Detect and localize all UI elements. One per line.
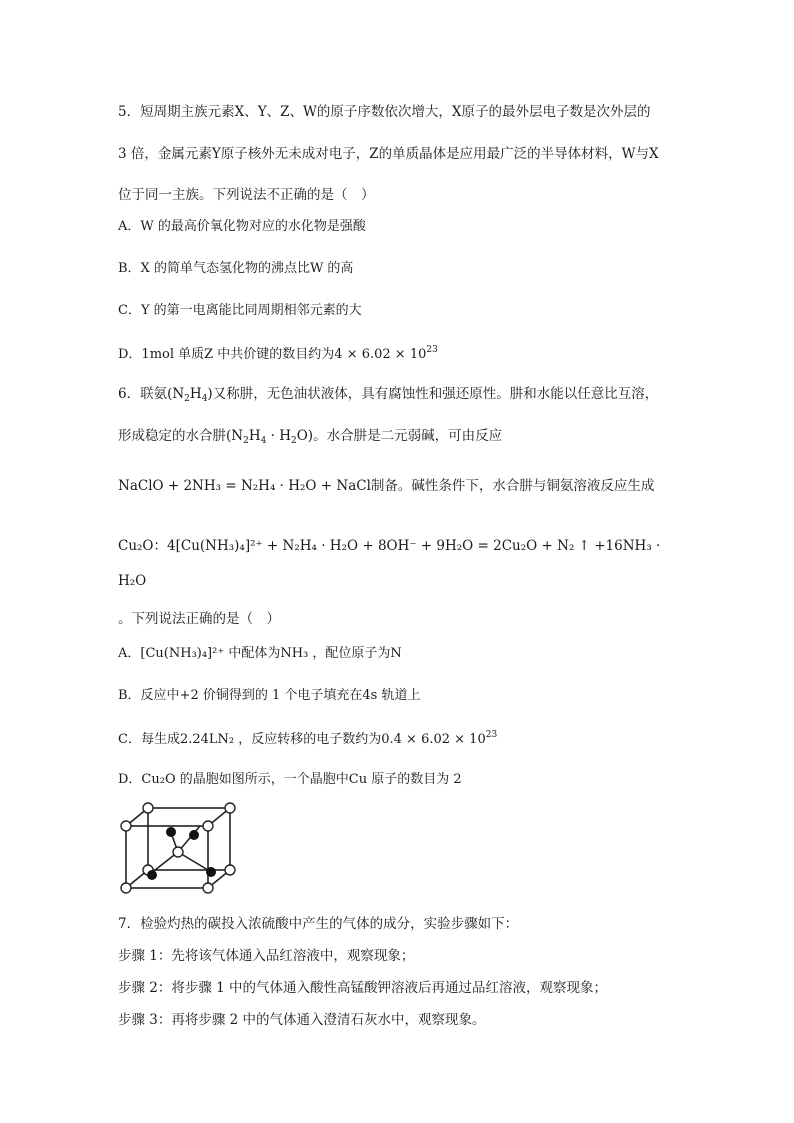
q5-line-2: 3 倍，金属元素Y原子核外无未成对电子，Z的单质晶体是应用最广泛的半导体材料，W与X (118, 146, 659, 162)
q7-step-3: 步骤 3：再将步骤 2 中的气体通入澄清石灰水中，观察现象。 (118, 1012, 486, 1028)
q5-line-3: 位于同一主族。下列说法不正确的是（ ） (118, 187, 375, 203)
cu-atom (206, 867, 216, 877)
q5-option-d-exponent: 23 (426, 345, 438, 355)
cu-atom (147, 870, 157, 880)
q6-l2-g: O)。水合肼是二元弱碱，可由反应 (296, 428, 503, 444)
q5-option-d-text: D．1mol 单质Z 中共价键的数目约为4 × 6.02 × 10 (118, 347, 427, 362)
q6-l2-b: 2 (243, 436, 249, 446)
q6-l2-f: 2 (291, 436, 297, 446)
q5-option-a: A．W 的最高价氧化物对应的水化物是强酸 (118, 219, 366, 234)
q6-line-3: NaClO + 2NH₃ = N₂H₄ · H₂O + NaCl制备。碱性条件下，水合肼与铜氨溶液反应生成 (118, 478, 655, 494)
o-atom (225, 865, 235, 875)
q6-l2-c: H (248, 428, 261, 444)
q6-line-1 (118, 388, 658, 404)
q6-line-2 (118, 430, 502, 446)
q5-option-c: C．Y 的第一电离能比同周期相邻元素的大 (118, 303, 362, 318)
q6-option-d: D．Cu₂O 的晶胞如图所示，一个晶胞中Cu 原子的数目为 2 (118, 772, 462, 787)
q6-line-6: 。下列说法正确的是（ ） (118, 611, 280, 627)
q6-l1-a: 6．联氨(N (118, 386, 185, 402)
o-atom (203, 821, 213, 831)
q6-l2-a: 形成稳定的水合肼(N (118, 428, 244, 444)
o-atom (121, 883, 131, 893)
o-atom-center (173, 847, 183, 857)
q7-step-1: 步骤 1：先将该气体通入品红溶液中，观察现象； (118, 948, 415, 964)
q6-option-c (118, 731, 497, 746)
q6-l1-c: H (189, 386, 202, 402)
q6-l1-e: )又称肼，无色油状液体，具有腐蚀性和强还原性。肼和水能以任意比互溶， (207, 386, 659, 402)
o-atom (121, 821, 131, 831)
q6-option-c-text: C．每生成2.24LN₂ ，反应转移的电子数约为0.4 × 6.02 × 10 (118, 732, 486, 747)
cu-atom (166, 827, 176, 837)
q6-l1-d: 4 (201, 394, 208, 404)
cu-atom (189, 830, 199, 840)
q6-option-a: A．[Cu(NH₃)₄]²⁺ 中配体为NH₃ ，配位原子为N (118, 646, 402, 661)
cu2o-unit-cell-figure (116, 798, 246, 898)
q6-line-4: Cu₂O：4[Cu(NH₃)₄]²⁺ + N₂H₄ · H₂O + 8OH⁻ + 9H₂O = 2Cu₂O + N₂ ↑ +16NH₃ · (118, 538, 661, 554)
q6-l2-e: · H (266, 428, 291, 444)
q7-step-2: 步骤 2：将步骤 1 中的气体通入酸性高锰酸钾溶液后再通过品红溶液，观察现象； (118, 980, 608, 996)
q5-line-1: 5．短周期主族元素X、Y、Z、W的原子序数依次增大，X原子的最外层电子数是次外层的 (118, 104, 651, 120)
q5-option-b: B．X 的简单气态氢化物的沸点比W 的高 (118, 261, 354, 276)
o-atom (203, 883, 213, 893)
q6-option-b: B．反应中+2 价铜得到的 1 个电子填充在4s 轨道上 (118, 688, 421, 703)
q6-option-c-exponent: 23 (485, 730, 498, 740)
q6-l2-d: 4 (260, 436, 267, 446)
q7-line-1: 7．检验灼热的碳投入浓硫酸中产生的气体的成分，实验步骤如下： (118, 916, 519, 932)
q5-option-d (118, 346, 438, 361)
q6-line-5: H₂O (118, 573, 147, 589)
o-atom (143, 803, 153, 813)
q6-l1-b: 2 (184, 394, 190, 404)
o-atom (225, 803, 235, 813)
